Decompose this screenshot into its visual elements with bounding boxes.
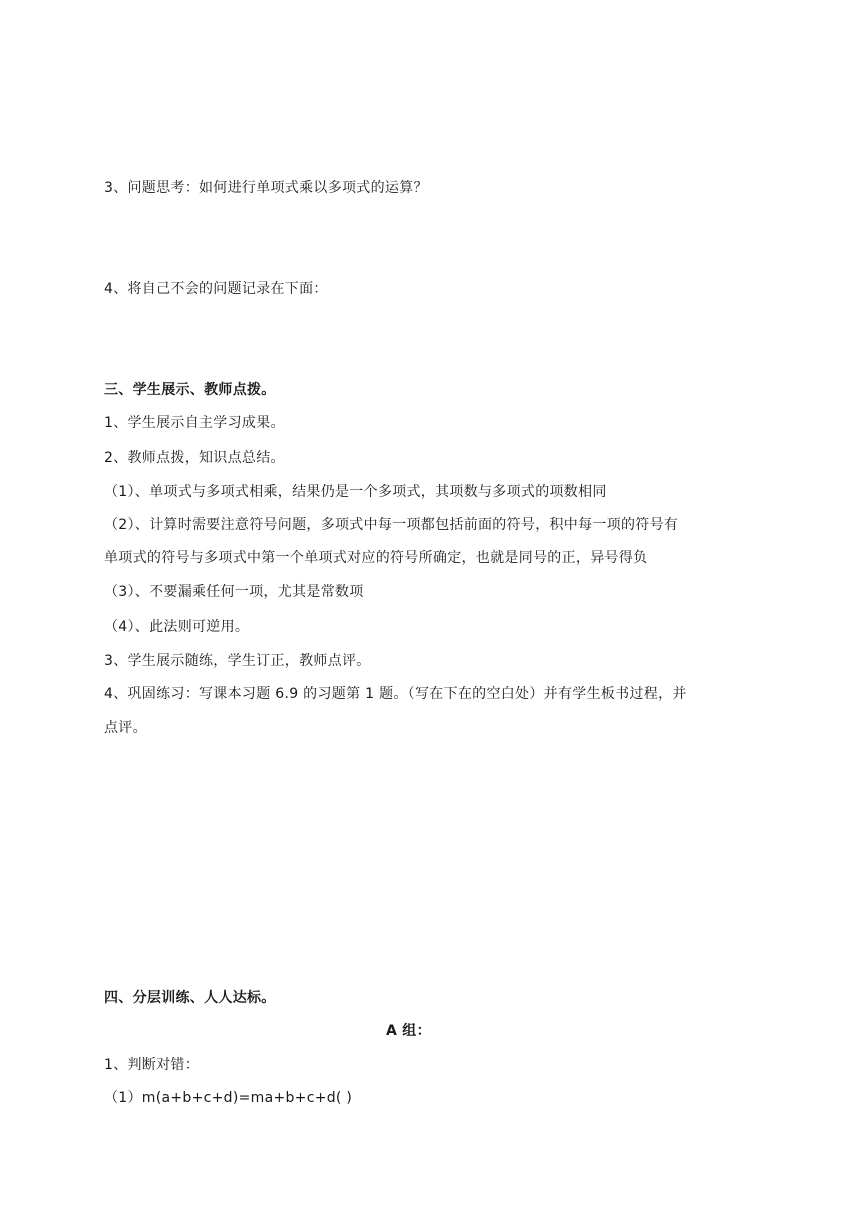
- section-4-item-1: 1、判断对错：: [104, 1057, 200, 1073]
- section-4-heading: 四、分层训练、人人达标。: [104, 990, 276, 1006]
- section-3-item-4-line-2: 点评。: [104, 720, 147, 736]
- summary-point-2-line-1: （2）、计算时需要注意符号问题，多项式中每一项都包括前面的符号，积中每一项的符号有: [104, 517, 679, 533]
- question-4: 4、将自己不会的问题记录在下面：: [104, 281, 328, 297]
- question-3: 3、问题思考：如何进行单项式乘以多项式的运算？: [104, 180, 428, 196]
- section-3-item-2: 2、教师点拨，知识点总结。: [104, 450, 285, 466]
- section-3-heading: 三、学生展示、教师点拨。: [104, 382, 276, 398]
- section-3-item-3: 3、学生展示随练，学生订正，教师点评。: [104, 653, 371, 669]
- summary-point-4: （4）、此法则可逆用。: [104, 619, 250, 635]
- group-a-label: A 组：: [386, 1023, 431, 1039]
- exercise-1-1: （1）m(a+b+c+d)=ma+b+c+d( ): [104, 1090, 353, 1106]
- section-3-item-4-line-1: 4、巩固练习：写课本习题 6.9 的习题第 1 题。（写在下在的空白处）并有学生板书过程，并: [104, 686, 687, 702]
- summary-point-1: （1）、单项式与多项式相乘，结果仍是一个多项式，其项数与多项式的项数相同: [104, 484, 607, 500]
- summary-point-2-line-2: 单项式的符号与多项式中第一个单项式对应的符号所确定，也就是同号的正，异号得负: [104, 550, 648, 566]
- summary-point-3: （3）、不要漏乘任何一项，尤其是常数项: [104, 584, 364, 600]
- section-3-item-1: 1、学生展示自主学习成果。: [104, 415, 285, 431]
